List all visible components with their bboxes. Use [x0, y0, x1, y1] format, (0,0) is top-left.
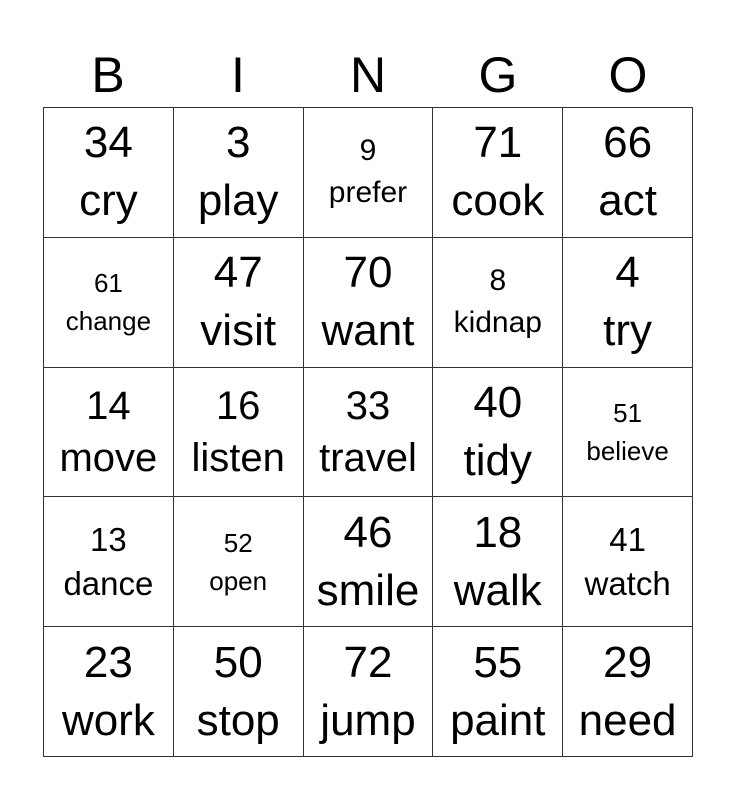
header-letter-g: G [478, 47, 518, 103]
cell-word: dance [63, 564, 154, 602]
cell-number: 9 [359, 134, 377, 168]
bingo-cell[interactable] [44, 238, 174, 368]
cell-word: play [197, 176, 279, 226]
cell-number: 18 [473, 507, 523, 557]
cell-number: 55 [473, 637, 523, 687]
bingo-cell[interactable] [433, 238, 563, 368]
bingo-cell[interactable] [433, 627, 563, 757]
cell-number: 34 [83, 118, 133, 168]
bingo-cell[interactable] [44, 108, 174, 238]
bingo-cell[interactable] [433, 368, 563, 498]
cell-number: 14 [86, 383, 131, 428]
cell-word: try [603, 306, 653, 356]
cell-number: 66 [603, 118, 653, 168]
bingo-cell[interactable] [44, 368, 174, 498]
cell-word: paint [450, 695, 546, 745]
cell-number: 50 [213, 637, 263, 687]
cell-word: prefer [328, 176, 408, 210]
bingo-header [43, 48, 693, 108]
cell-word: act [598, 176, 657, 226]
cell-word: listen [191, 435, 285, 480]
header-letter-n: N [349, 47, 387, 103]
bingo-cell[interactable] [563, 108, 693, 238]
bingo-cell[interactable] [433, 108, 563, 238]
cell-word: change [65, 306, 152, 337]
cell-word: move [59, 435, 158, 480]
bingo-cell[interactable] [304, 368, 434, 498]
cell-number: 72 [343, 637, 393, 687]
bingo-cell[interactable] [174, 238, 304, 368]
cell-number: 41 [609, 520, 646, 558]
cell-number: 46 [343, 507, 393, 557]
header-letter-b: B [91, 47, 125, 103]
cell-word: tidy [463, 435, 533, 485]
header-letter-i: I [231, 47, 245, 103]
cell-word: visit [200, 306, 277, 356]
cell-number: 70 [343, 248, 393, 298]
bingo-cell[interactable] [174, 497, 304, 627]
cell-word: kidnap [453, 306, 542, 340]
cell-number: 40 [473, 377, 523, 427]
bingo-cell[interactable] [433, 497, 563, 627]
bingo-cell[interactable] [44, 627, 174, 757]
cell-word: need [578, 695, 677, 745]
cell-word: open [209, 565, 268, 596]
cell-word: work [61, 695, 155, 745]
bingo-cell[interactable] [174, 627, 304, 757]
cell-word: stop [196, 695, 280, 745]
cell-word: watch [584, 564, 671, 602]
bingo-cell[interactable] [563, 238, 693, 368]
header-letter-o: O [608, 47, 648, 103]
bingo-cell[interactable] [174, 108, 304, 238]
cell-number: 51 [613, 397, 643, 428]
cell-word: cook [451, 176, 545, 226]
cell-word: smile [316, 565, 420, 615]
bingo-cell[interactable] [174, 368, 304, 498]
cell-number: 3 [225, 118, 251, 168]
cell-number: 4 [615, 248, 640, 298]
cell-word: want [321, 306, 415, 356]
cell-number: 47 [213, 248, 263, 298]
cell-number: 8 [489, 264, 507, 298]
cell-word: cry [79, 176, 138, 226]
bingo-cell[interactable] [304, 497, 434, 627]
cell-word: jump [320, 695, 416, 745]
bingo-cell[interactable] [304, 627, 434, 757]
cell-word: walk [453, 565, 542, 615]
bingo-cell[interactable] [44, 497, 174, 627]
cell-number: 16 [215, 383, 261, 428]
bingo-cell[interactable] [563, 368, 693, 498]
bingo-cell[interactable] [563, 497, 693, 627]
bingo-cell[interactable] [563, 627, 693, 757]
cell-number: 29 [603, 637, 653, 687]
cell-number: 13 [90, 520, 127, 558]
bingo-cell[interactable] [304, 108, 434, 238]
cell-word: believe [586, 435, 669, 466]
cell-number: 33 [345, 383, 391, 428]
bingo-card-grid [43, 107, 693, 757]
cell-word: travel [319, 435, 417, 480]
bingo-cell[interactable] [304, 238, 434, 368]
cell-number: 52 [223, 527, 253, 558]
cell-number: 61 [93, 268, 123, 299]
cell-number: 23 [83, 637, 133, 687]
cell-number: 71 [473, 118, 523, 168]
